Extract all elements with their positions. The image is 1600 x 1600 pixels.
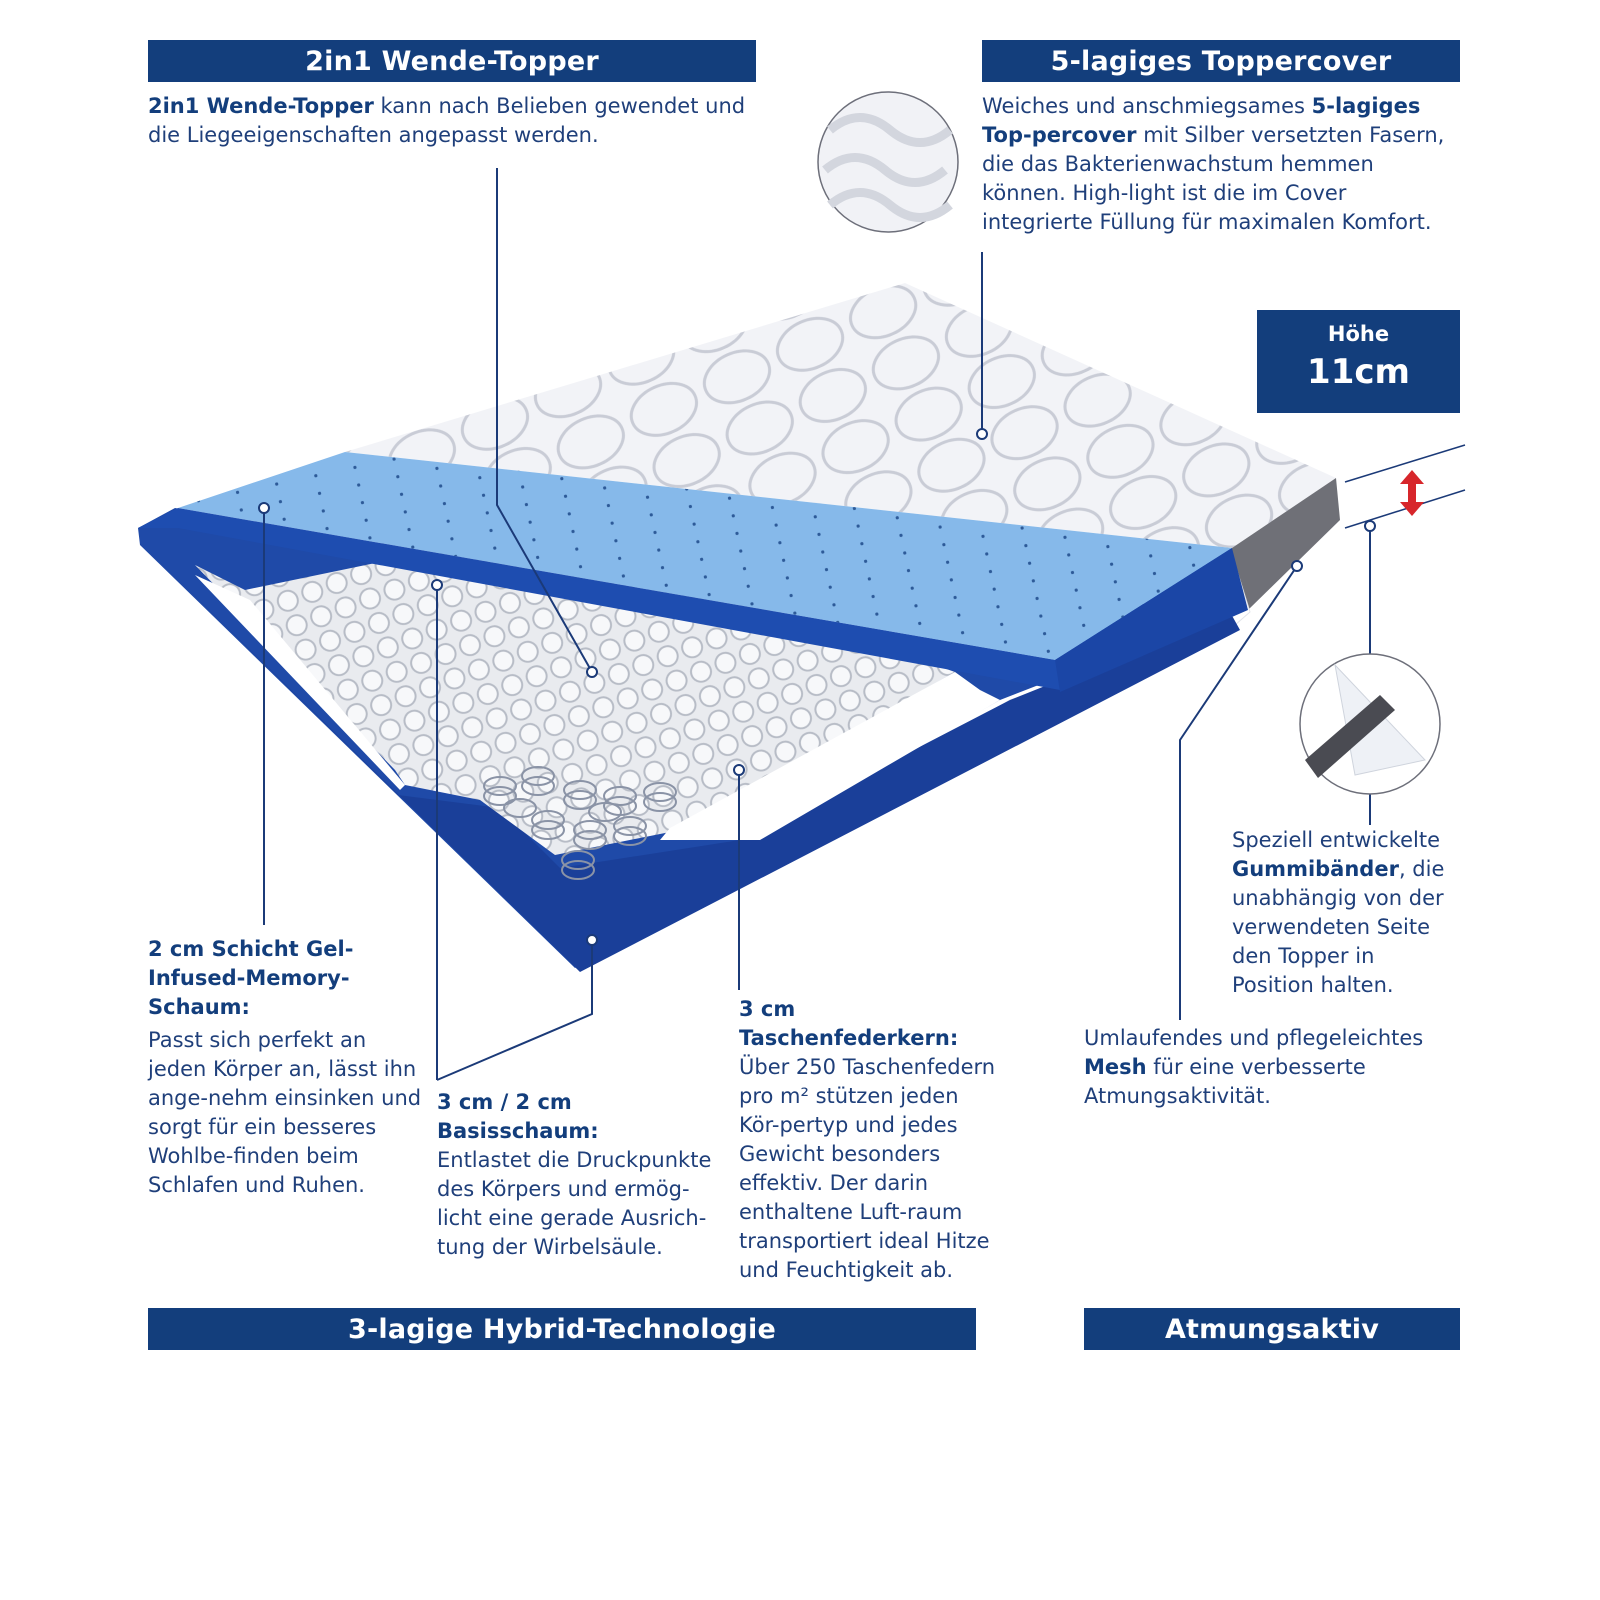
federkern-body: Über 250 Taschenfedern pro m² stützen jeden Kör-pertyp und jedes Gewicht besonders effektiv. Der darin enthaltene Luft-raum transportiert ideal Hitze und Feuchtigkeit ab. bbox=[739, 1055, 996, 1282]
mesh-rest: für eine verbesserte Atmungsaktivität. bbox=[1084, 1055, 1366, 1108]
mesh-bold: Mesh bbox=[1084, 1055, 1147, 1079]
wende-topper-bold: 2in1 Wende-Topper bbox=[148, 94, 374, 118]
gummi-rest: , die unabhängig von der verwendeten Seite den Topper in Position halten. bbox=[1232, 857, 1445, 997]
gel-foam-body: Passt sich perfekt an jeden Körper an, lässt ihn ange-nehm einsinken und sorgt für ein besseres Wohlbe-finden beim Schlafen und Ruhen. bbox=[148, 1028, 422, 1197]
banner-hybrid-technologie: 3-lagige Hybrid-Technologie bbox=[148, 1308, 976, 1350]
height-label: Höhe bbox=[1327, 322, 1390, 346]
cover-detail-circle bbox=[818, 92, 958, 232]
cover-rest: mit Silber versetzten Fasern, die das Bakterienwachstum hemmen können. High-light ist die im Cover integrierte Füllung für maximalen Komfort. bbox=[982, 123, 1445, 234]
band-detail-circle bbox=[1300, 654, 1440, 794]
gummi-text bbox=[1232, 826, 1462, 1000]
basis-foam-body: Entlastet die Druckpunkte des Körpers und ermög-licht eine gerade Ausrich-tung der Wirbelsäule. bbox=[437, 1148, 712, 1259]
height-value: 11cm bbox=[1307, 352, 1410, 392]
banner-atmungsaktiv: Atmungsaktiv bbox=[1084, 1308, 1460, 1350]
gummi-pre: Speziell entwickelte bbox=[1232, 828, 1441, 852]
mesh-text bbox=[1084, 1024, 1464, 1111]
height-indicator bbox=[1345, 445, 1465, 528]
wende-topper-text bbox=[148, 92, 768, 150]
cover-pre: Weiches und anschmiegsames bbox=[982, 94, 1312, 118]
gel-foam-title: 2 cm Schicht Gel-Infused-Memory-Schaum: bbox=[148, 937, 354, 1019]
basis-foam-text bbox=[437, 1088, 712, 1262]
federkern-text bbox=[739, 995, 1004, 1285]
wende-topper-rest: kann nach Belieben gewendet und die Liegeeigenschaften angepasst werden. bbox=[148, 94, 746, 147]
federkern-title: 3 cm Taschenfederkern: bbox=[739, 997, 959, 1050]
cover-bold: 5-lagiges Top-percover bbox=[982, 94, 1421, 147]
banner-toppercover: 5-lagiges Toppercover bbox=[982, 40, 1460, 82]
gummi-bold: Gummibänder bbox=[1232, 857, 1399, 881]
banner-wende-topper: 2in1 Wende-Topper bbox=[148, 40, 756, 82]
gel-foam-text bbox=[148, 935, 428, 1200]
height-box bbox=[1257, 310, 1460, 413]
cover-text bbox=[982, 92, 1462, 237]
mesh-pre: Umlaufendes und pflegeleichtes bbox=[1084, 1026, 1424, 1050]
basis-foam-title: 3 cm / 2 cm Basisschaum: bbox=[437, 1090, 599, 1143]
